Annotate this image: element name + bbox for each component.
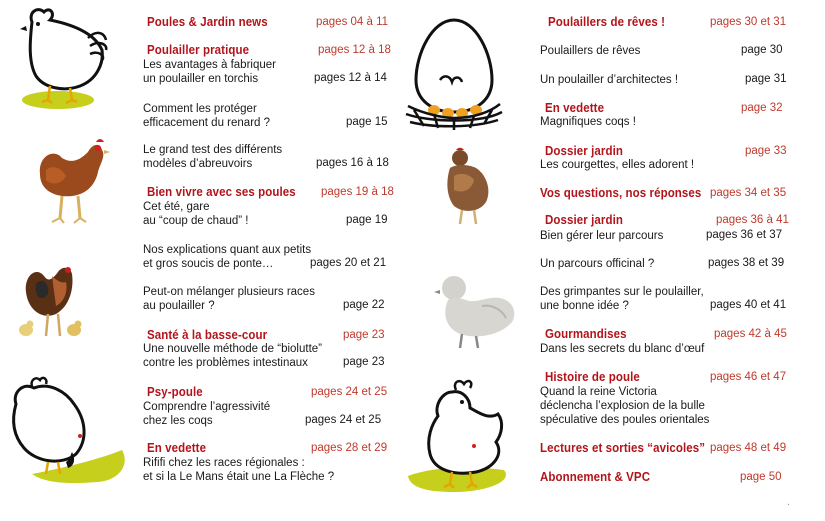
section-title-dossier-jardin-1: Dossier jardin [545,144,623,158]
article-line: spéculative des poules orientales [540,414,710,426]
article-line: Une nouvelle méthode de “biolutte” [143,343,323,355]
section-pages: page 32 [741,102,783,114]
article-line: Peut-on mélanger plusieurs races [143,286,315,298]
article-line: modèles d’abreuvoirs [143,158,253,170]
article-line: Les courgettes, elles adorent ! [540,159,695,171]
section-pages: pages 28 et 29 [311,442,388,454]
section-title-poulailler-pratique: Poulailler pratique [147,43,250,57]
article-pages: pages 16 à 18 [316,157,389,169]
article-pages: page 30 [741,44,783,56]
speckled-hen-photo [440,146,496,228]
article-pages: pages 24 et 25 [305,414,382,426]
section-pages: pages 36 à 41 [716,214,789,226]
cartoon-hen-top-left [10,2,120,112]
article-line: Magnifiques coqs ! [540,116,636,128]
article-line: déclencha l’explosion de la bulle [540,400,705,412]
decorative-dot: . [787,496,791,508]
section-title-histoire-de-poule: Histoire de poule [545,370,640,384]
section-pages: page 33 [745,145,787,157]
section-title-en-vedette-right: En vedette [545,101,605,115]
article-pages: pages 12 à 14 [314,72,387,84]
section-pages: pages 19 à 18 [321,186,394,198]
section-pages: pages 48 et 49 [710,442,787,454]
section-title-sante: Santé à la basse-cour [147,328,268,342]
article-line: Quand la reine Victoria [540,386,657,398]
article-line: Comprendre l’agressivité [143,401,271,413]
section-pages: page 23 [343,329,385,341]
article-line: efficacement du renard ? [143,117,271,129]
article-pages: pages 20 et 21 [310,257,387,269]
article-line: Un poulailler d’architectes ! [540,74,679,86]
section-title-abonnement: Abonnement & VPC [540,470,651,484]
article-line: une bonne idée ? [540,300,629,312]
article-pages: pages 38 et 39 [708,257,785,269]
article-line: Poulaillers de rêves [540,45,641,57]
article-line: contre les problèmes intestinaux [143,357,308,369]
article-line: Bien gérer leur parcours [540,230,664,242]
section-pages: pages 34 et 35 [710,187,787,199]
article-pages: page 19 [346,214,388,226]
article-line: Dans les secrets du blanc d’œuf [540,343,705,355]
section-pages: pages 46 et 47 [710,371,787,383]
section-title-vos-questions: Vos questions, nos réponses [540,186,702,200]
section-title-lectures-sorties: Lectures et sorties “avicoles” [540,441,706,455]
section-pages: page 50 [740,471,782,483]
section-title-gourmandises: Gourmandises [545,327,627,341]
egg-nest-illustration [404,14,504,132]
section-pages: pages 42 à 45 [714,328,787,340]
article-line: et gros soucis de ponte… [143,258,274,270]
article-line: Cet été, gare [143,201,210,213]
article-line: Des grimpantes sur le poulailler, [540,286,704,298]
section-pages: pages 12 à 18 [318,44,391,56]
silkie-hen-photo [432,270,522,352]
article-line: Un parcours officinal ? [540,258,655,270]
section-title-bien-vivre: Bien vivre avec ses poules [147,185,296,199]
article-line: Les avantages à fabriquer [143,59,276,71]
article-pages: page 31 [745,73,787,85]
section-pages: pages 24 et 25 [311,386,388,398]
article-line: au poulailler ? [143,300,215,312]
article-line: Rififi chez les races régionales : [143,457,305,469]
article-line: Le grand test des différents [143,144,283,156]
article-pages: pages 36 et 37 [706,229,783,241]
cartoon-hen-bottom-right [404,376,536,496]
article-line: Nos explications quant aux petits [143,244,312,256]
article-pages: pages 40 et 41 [710,299,787,311]
section-title-dossier-jardin-2: Dossier jardin [545,213,623,227]
article-pages: page 15 [346,116,388,128]
article-line: un poulailler en torchis [143,73,259,85]
brown-hen-photo [32,134,112,226]
section-title-en-vedette-left: En vedette [147,441,207,455]
section-title-poules-jardin-news: Poules & Jardin news [147,15,268,29]
article-line: chez les coqs [143,415,213,427]
article-line: et si la Le Mans était une La Flèche ? [143,471,335,483]
section-title-poulaillers-reves: Poulaillers de rêves ! [548,15,666,29]
section-pages: pages 04 à 11 [316,16,389,28]
cartoon-hen-bottom-left [2,374,132,486]
article-pages: page 22 [343,299,385,311]
article-pages: page 23 [343,356,385,368]
hen-with-chicks-photo [16,262,86,344]
article-line: Comment les protéger [143,103,257,115]
section-title-psy-poule: Psy-poule [147,385,203,399]
section-pages: pages 30 et 31 [710,16,787,28]
article-line: au “coup de chaud” ! [143,215,249,227]
